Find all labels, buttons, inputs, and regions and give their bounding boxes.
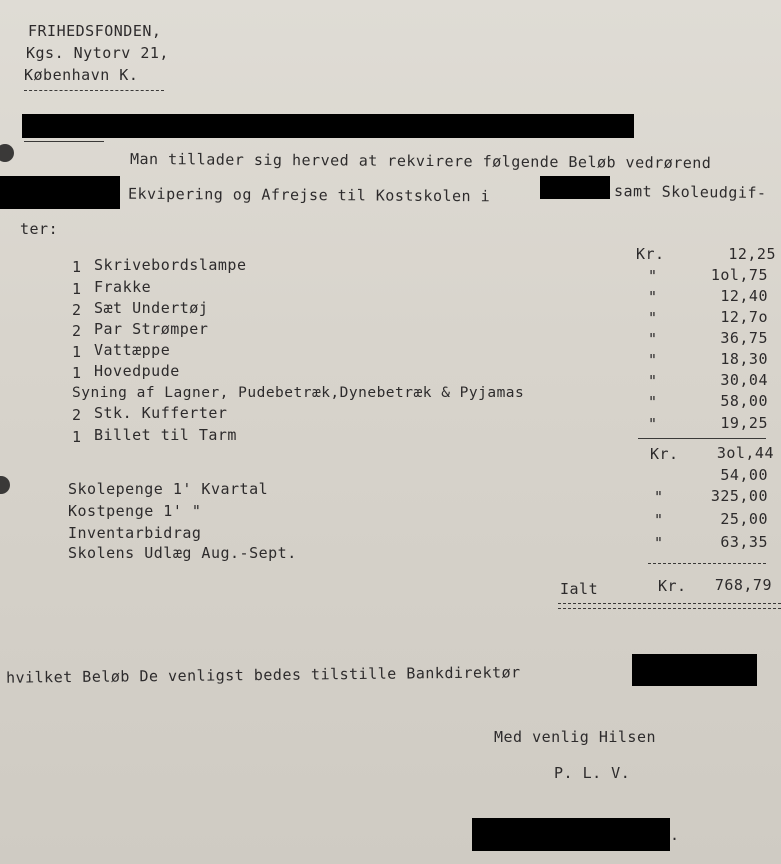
sender-line-1: FRIHEDSFONDEN, — [28, 22, 162, 40]
intro-line-2-start: Ekvipering og Afrejse til Kostskolen i — [127, 184, 491, 206]
total-label: Ialt — [560, 580, 599, 598]
item-4-prefix: " — [648, 309, 658, 327]
item-9-amount: 19,25 — [720, 414, 768, 432]
school-3-desc: Inventarbidrag — [68, 524, 202, 542]
school-1-desc: Skolepenge 1' Kvartal — [68, 480, 269, 498]
item-4-desc: Par Strømper — [94, 320, 209, 338]
school-2-desc: Kostpenge 1' " — [68, 502, 202, 520]
redacted-recipient — [22, 114, 634, 138]
school-4-desc: Skolens Udlæg Aug.-Sept. — [68, 544, 297, 562]
item-2-desc: Frakke — [94, 278, 152, 296]
item-4-amount: 12,7o — [720, 308, 768, 326]
sender-underline — [24, 90, 164, 91]
item-2-amount: 1ol,75 — [710, 266, 768, 284]
item-1-desc: Skrivebordslampe — [94, 256, 247, 274]
item-1-amount: 12,25 — [728, 245, 776, 263]
item-1-prefix: Kr. — [636, 245, 665, 263]
item-4-qty: 2 — [72, 322, 82, 340]
item-5-prefix: " — [648, 330, 658, 348]
item-6-amount: 18,30 — [720, 350, 768, 368]
item-3-qty: 2 — [72, 301, 82, 319]
item-8-prefix: " — [648, 393, 658, 411]
school-3-amount: 25,00 — [720, 510, 768, 528]
total-rule — [648, 563, 766, 564]
closing-signature: P. L. V. — [554, 764, 631, 782]
school-2-amount: 325,00 — [710, 487, 768, 505]
signature-period: . — [670, 826, 680, 844]
item-2-prefix: " — [648, 267, 658, 285]
redacted-name — [0, 176, 120, 209]
item-8-qty: 2 — [72, 406, 82, 424]
school-4-prefix: " — [654, 534, 664, 552]
item-8-amount: 58,00 — [720, 392, 768, 410]
subtotal-rule — [638, 438, 766, 439]
school-4-amount: 63,35 — [720, 533, 768, 551]
item-5-amount: 36,75 — [720, 329, 768, 347]
punch-hole-bottom — [0, 476, 10, 494]
total-double-rule — [558, 603, 781, 609]
closing-greeting: Med venlig Hilsen — [494, 728, 657, 746]
total-prefix: Kr. — [658, 577, 687, 595]
item-3-desc: Sæt Undertøj — [94, 299, 209, 317]
item-9-desc: Billet til Tarm — [94, 426, 237, 444]
punch-hole-top — [0, 144, 14, 162]
item-7-desc: Syning af Lagner, Pudebetræk,Dynebetræk & Pyjamas — [72, 385, 525, 401]
school-1-amount: 54,00 — [720, 466, 768, 484]
closing-request: hvilket Beløb De venligst bedes tilstille Bankdirektør — [5, 663, 521, 687]
sender-line-3: København K. — [24, 66, 139, 84]
school-2-prefix: " — [654, 488, 664, 506]
sender-line-2: Kgs. Nytorv 21, — [26, 44, 169, 62]
item-9-qty: 1 — [72, 428, 82, 446]
item-8-desc: Stk. Kufferter — [94, 404, 228, 422]
redacted-signatory — [472, 818, 670, 851]
item-3-prefix: " — [648, 288, 658, 306]
item-6-qty: 1 — [72, 364, 82, 382]
recipient-underline — [24, 141, 104, 142]
item-6-prefix: " — [648, 351, 658, 369]
item-9-prefix: " — [648, 415, 658, 433]
item-2-qty: 1 — [72, 280, 82, 298]
item-3-amount: 12,40 — [720, 287, 768, 305]
item-7-amount: 30,04 — [720, 371, 768, 389]
intro-line-3: ter: — [20, 220, 59, 238]
total-amount: 768,79 — [714, 576, 772, 594]
subtotal-prefix: Kr. — [650, 445, 679, 463]
school-3-prefix: " — [654, 511, 664, 529]
intro-line-2-end: samt Skoleudgif- — [613, 181, 767, 203]
redacted-location — [540, 176, 610, 199]
item-1-qty: 1 — [72, 258, 82, 276]
item-7-prefix: " — [648, 372, 658, 390]
item-5-qty: 1 — [72, 343, 82, 361]
item-5-desc: Vattæppe — [94, 341, 171, 359]
subtotal-amount: 3ol,44 — [716, 444, 774, 462]
intro-line-1: Man tillader sig herved at rekvirere følgende Beløb vedrørend — [129, 149, 712, 173]
item-6-desc: Hovedpude — [94, 362, 180, 380]
redacted-bank-director — [632, 654, 757, 686]
